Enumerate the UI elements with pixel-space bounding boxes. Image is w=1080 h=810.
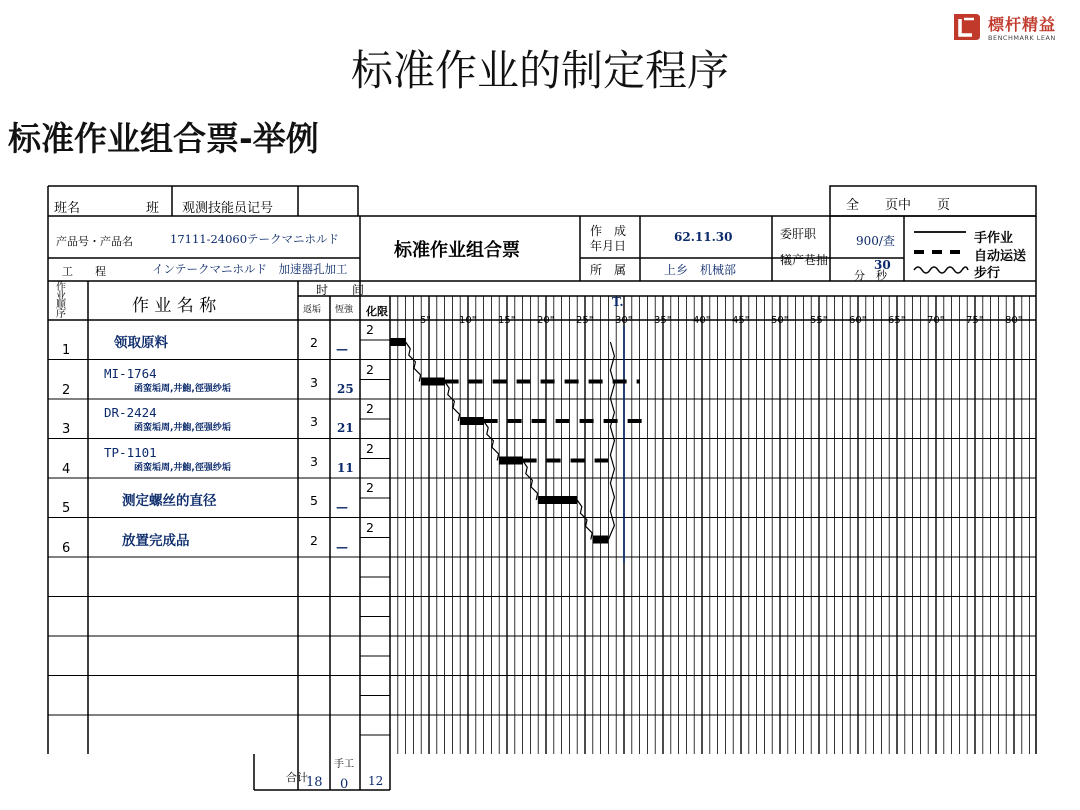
logo-text: 標杆精益 — [988, 15, 1057, 34]
row-auto-time: — — [336, 539, 348, 554]
product-label: 产品号・产品名 — [56, 235, 133, 248]
time-axis-label: 5" — [420, 315, 431, 326]
col-manual-header: 返垢 — [303, 305, 322, 315]
process-label: 工 程 — [62, 265, 106, 278]
row-auto-time: — — [336, 342, 348, 356]
team-label: 班名 — [54, 201, 81, 216]
time-axis-label: 55" — [810, 315, 828, 326]
row-walk-time: 2 — [366, 440, 374, 456]
row-manual-time: 3 — [310, 374, 318, 390]
col-walk-header: 化限 — [366, 305, 388, 318]
return-walk-path — [608, 342, 614, 540]
row-code: MI-1764 — [104, 365, 157, 381]
takt-unit: 分 秒 — [854, 269, 887, 282]
col-auto-header: 恆強 — [335, 305, 354, 315]
row-name: 领取原料 — [114, 335, 168, 351]
row-auto-time: — — [336, 500, 348, 514]
row-seq: 5 — [62, 501, 71, 516]
takt-label: 犠产巷抽 — [780, 253, 829, 267]
dept-value: 上乡 机械部 — [664, 263, 737, 277]
time-axis-label: 15" — [498, 315, 516, 326]
slide-title: 标准作业的制定程序 — [350, 46, 729, 95]
time-axis-label: 20" — [537, 315, 555, 326]
row-walk-time: 2 — [366, 480, 374, 495]
time-axis-label: 30" — [615, 315, 633, 326]
row-seq: 1 — [62, 343, 71, 358]
observer-label: 观测技能员记号 — [182, 201, 274, 216]
totals-manual: 18 — [306, 775, 323, 790]
row-name: 函蛮垢周,井鮑,徑强纱垢 — [134, 383, 231, 394]
row-walk-time: 2 — [366, 519, 374, 535]
row-seq: 2 — [62, 382, 71, 398]
legend-label-manual: 手作业 — [974, 231, 1014, 246]
standard-work-sheet — [0, 178, 1080, 810]
form-title: 标准作业组合票 — [394, 240, 520, 261]
time-axis-label: 25" — [576, 315, 594, 326]
row-auto-time: 21 — [337, 421, 354, 435]
row-name: 函蛮垢周,井鮑,徑强纱垢 — [134, 462, 231, 473]
time-axis-label: 65" — [888, 315, 906, 326]
row-manual-time: 2 — [310, 532, 318, 548]
row-name: 放置完成品 — [122, 532, 190, 549]
row-code: DR-2424 — [104, 405, 157, 420]
time-axis-label: 80" — [1005, 315, 1023, 326]
col-name-header: 作 业 名 称 — [132, 296, 217, 316]
time-axis-label: 60" — [849, 315, 867, 326]
totals-auto-label: 手工 — [334, 759, 354, 770]
product-value: 17111-24060テークマニホルド — [170, 232, 340, 246]
row-walk-time: 2 — [366, 401, 374, 416]
row-auto-time: 25 — [337, 381, 354, 396]
time-axis-label: 45" — [732, 315, 750, 326]
totals-auto: 0 — [340, 777, 349, 792]
row-code: TP-1101 — [104, 444, 157, 460]
time-axis-label: 10" — [459, 315, 477, 326]
pages-label: 全 页中 页 — [846, 198, 951, 213]
time-axis-label: 75" — [966, 315, 984, 326]
row-name: 函蛮垢周,井鮑,徑强纱垢 — [134, 423, 231, 433]
made-date-label-2: 年月日 — [590, 239, 627, 253]
made-date-value: 62.11.30 — [674, 230, 733, 244]
daily-value: 900/查 — [856, 234, 895, 248]
row-name: 测定螺丝的直径 — [122, 493, 217, 509]
dept-label: 所 属 — [590, 263, 627, 277]
made-date-label-1: 作 成 — [590, 224, 627, 238]
col-time-header: 时 间 — [316, 283, 365, 297]
row-manual-time: 5 — [310, 493, 318, 508]
daily-label: 委肝职 — [780, 227, 817, 241]
takt-value: 30 — [874, 258, 891, 272]
process-value: インテークマニホルド 加速器孔加工 — [152, 262, 348, 276]
row-seq: 3 — [62, 422, 71, 437]
logo-subtext: BENCHMARK LEAN — [988, 34, 1056, 42]
row-walk-time: 2 — [366, 322, 374, 337]
time-axis-label: 50" — [771, 315, 789, 326]
slide-subtitle: 标准作业组合票-举例 — [8, 119, 319, 158]
row-seq: 4 — [62, 461, 71, 477]
row-auto-time: 11 — [337, 460, 354, 475]
time-axis-label: 40" — [693, 315, 711, 326]
totals-walk: 12 — [368, 774, 384, 788]
legend-label-auto: 自动运送 — [974, 249, 1027, 264]
row-seq: 6 — [62, 540, 71, 556]
legend-label-walk: 步行 — [974, 266, 1001, 281]
row-manual-time: 3 — [310, 414, 318, 429]
takt-marker: T. — [612, 295, 624, 309]
row-manual-time: 2 — [310, 335, 318, 350]
row-walk-time: 2 — [366, 361, 374, 377]
totals-label: 合计 — [286, 771, 308, 784]
legend-wavy-line — [914, 267, 968, 273]
time-axis-label: 70" — [927, 315, 945, 326]
col-seq-header: 作业顺序 — [56, 282, 66, 320]
time-axis-label: 35" — [654, 315, 672, 326]
team-suffix: 班 — [146, 201, 160, 216]
row-manual-time: 3 — [310, 453, 318, 469]
